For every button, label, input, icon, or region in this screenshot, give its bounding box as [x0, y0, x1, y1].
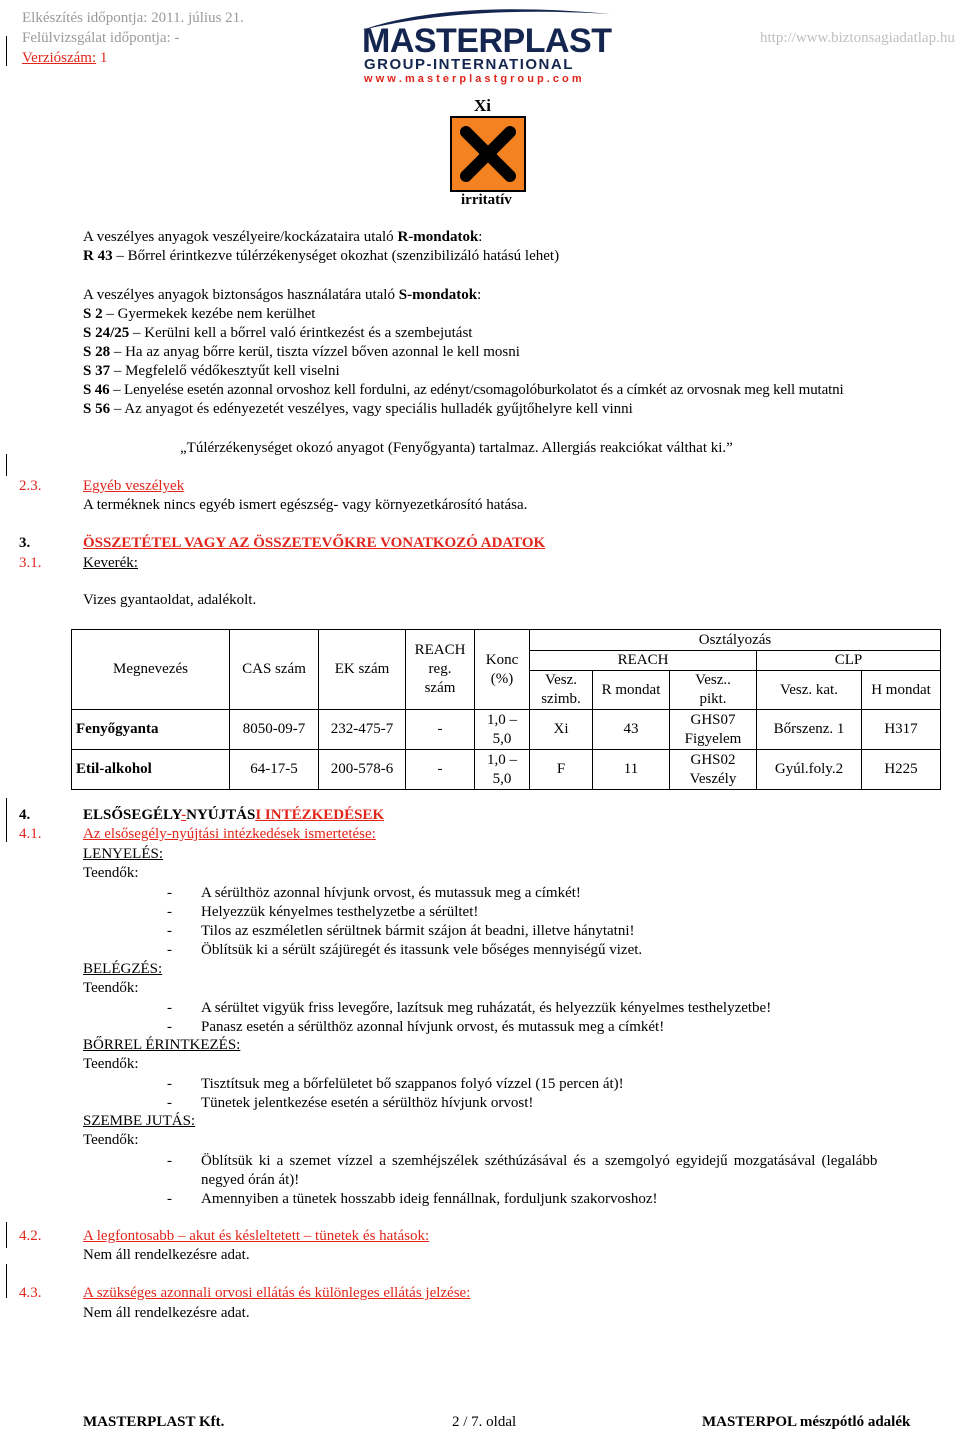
s-phrase-item [83, 363, 340, 380]
change-bar [6, 798, 7, 842]
cell-cas: 8050-09-7 [230, 710, 319, 750]
header-reach-reg [406, 630, 475, 710]
list-item: - A sérülthöz azonnal hívjunk orvost, és mutassuk meg a címkét! [167, 885, 581, 901]
list-item-text: Öblítsük ki a szemet vízzel a szemhéjszélek széthúzásával és a szemgolyó egyidejű mozgatásával (legalább [201, 1153, 878, 1169]
section-4-number: 4. [19, 807, 31, 823]
cell-pictogram [670, 750, 757, 790]
cell-r-phrase: 43 [593, 710, 670, 750]
cell-conc-line: 1,0 – [487, 711, 517, 728]
action-list [167, 1152, 877, 1209]
footer-company: MASTERPLAST Kft. [83, 1414, 225, 1430]
header-concentration [475, 630, 530, 710]
header-conc-line: Konc [485, 651, 519, 668]
version-label: Verziószám: [22, 50, 97, 66]
change-bar [6, 1222, 7, 1248]
cell-hazard-class: Gyúl.foly.2 [757, 750, 862, 790]
header-pict-line: Vesz.. [695, 672, 731, 688]
section-4-title-part: I INTÉZKEDÉSEK [255, 807, 385, 823]
s-phrase-code: S 28 [83, 344, 111, 360]
r-phrase-item [83, 248, 559, 265]
list-item-text: Tilos az eszméletlen sérültnek bármit szájon át beadni, illetve hánytatni! [201, 923, 635, 939]
s-phrase-code: S 46 [83, 382, 110, 398]
table-row [72, 710, 941, 750]
cell-pict-line: Figyelem [684, 730, 742, 747]
section-3-1-number: 3.1. [19, 555, 42, 571]
section-4-3-number: 4.3. [19, 1285, 42, 1301]
cell-symbol: Xi [530, 710, 593, 750]
list-item-text: Öblítsük ki a sérült szájüregét és itassunk vele bőséges mennyiségű vizet. [201, 942, 643, 958]
section-3-title: ÖSSZETÉTEL VAGY AZ ÖSSZETEVŐKRE VONATKOZÓ ADATOK [83, 535, 546, 551]
logo-web-text: w w w . m a s t e r p l a s t g r o u p . c o m [364, 73, 582, 85]
list-item: - A sérültet vigyük friss levegőre, lazítsuk meg ruházatát, és helyezzük kényelmes testhelyzetbe! [167, 1000, 772, 1016]
section-3-number: 3. [19, 535, 31, 551]
action-list [167, 999, 771, 1037]
logo-sub-text: GROUP-INTERNATIONAL [364, 56, 574, 73]
cell-conc-line: 5,0 [492, 730, 512, 747]
s-phrase-text: – Az anyagot és edényezetét veszélyes, vagy speciális hulladék gyűjtőhelyre kell vinni [110, 401, 633, 417]
cell-concentration [475, 750, 530, 790]
s-phrase-code: S 37 [83, 363, 111, 379]
section-4-1-number: 4.1. [19, 826, 42, 842]
revision-date: Felülvizsgálat időpontja: - [22, 30, 180, 46]
list-item [167, 1171, 877, 1190]
section-2-3-title: Egyéb veszélyek [83, 478, 185, 494]
s-phrase-item [83, 325, 472, 342]
r-intro-text: A veszélyes anyagok veszélyeire/kockázataira utaló [83, 229, 398, 245]
cell-hazard-class: Bőrszenz. 1 [757, 710, 862, 750]
s-phrase-item [83, 401, 633, 418]
r-intro-bold: R-mondatok [397, 229, 479, 245]
hazard-caption: irritatív [461, 192, 512, 208]
todo-label: Teendők: [83, 1056, 139, 1072]
action-list [167, 884, 642, 960]
list-item: - Öblítsük ki a szemet vízzel a szemhéjszélek széthúzásával és a szemgolyó egyidejű mozgatásával (legalább [167, 1153, 878, 1169]
header-pictogram [670, 671, 757, 710]
header-r-phrase: R mondat [593, 671, 670, 710]
list-item: - Amennyiben a tünetek hosszabb ideig fennállnak, forduljunk szakorvoshoz! [167, 1191, 658, 1207]
cell-ek: 200-578-6 [319, 750, 406, 790]
cell-h-phrase: H225 [862, 750, 941, 790]
header-conc-line: (%) [490, 670, 514, 687]
list-item-text: Tünetek jelentkezése esetén a sérülthöz hívjunk orvost! [201, 1095, 534, 1111]
list-item-text: Panasz esetén a sérülthöz azonnal hívjunk orvost, és mutassuk meg a címkét! [201, 1019, 665, 1035]
header-clp: CLP [757, 651, 941, 671]
cell-reach-reg: - [406, 750, 475, 790]
list-item-text: Amennyiben a tünetek hosszabb ideig fennállnak, forduljunk szakorvoshoz! [201, 1191, 658, 1207]
s-phrase-text: – Gyermekek kezébe nem kerülhet [102, 306, 316, 322]
cell-reach-reg: - [406, 710, 475, 750]
header-symbol [530, 671, 593, 710]
s-intro-text: A veszélyes anyagok biztonságos használatára utaló [83, 287, 399, 303]
section-4-title-part: - [181, 807, 187, 823]
s-phrase-code: S 2 [83, 306, 103, 322]
section-4-1-title: Az elsősegély-nyújtási intézkedések ismertetése: [83, 826, 376, 842]
section-4-3-text: Nem áll rendelkezésre adat. [83, 1305, 250, 1321]
change-bar [6, 1264, 7, 1298]
group-title: BELÉGZÉS: [83, 961, 163, 977]
todo-label: Teendők: [83, 1132, 139, 1148]
header-reach: REACH [530, 651, 757, 671]
list-item: - Panasz esetén a sérülthöz azonnal hívjunk orvost, és mutassuk meg a címkét! [167, 1019, 665, 1035]
hazard-code: Xi [474, 96, 491, 115]
section-4-2-number: 4.2. [19, 1228, 42, 1244]
header-hazard-class: Vesz. kat. [757, 671, 862, 710]
cell-concentration [475, 710, 530, 750]
group-title: LENYELÉS: [83, 846, 163, 862]
creation-date: Elkészítés időpontja: 2011. július 21. [22, 10, 244, 26]
version-value: 1 [99, 50, 108, 66]
header-symbol-line: Vesz. [544, 672, 578, 688]
list-item: - Tisztítsuk meg a bőrfelületet bő szappanos folyó vízzel (15 percen át)! [167, 1076, 624, 1092]
cell-conc-line: 1,0 – [487, 751, 517, 768]
footer-page-number: 2 / 7. oldal [452, 1414, 517, 1430]
s-phrase-text: – Ha az anyag bőrre kerül, tiszta vízzel bőven azonnal le kell mosni [110, 344, 520, 360]
todo-label: Teendők: [83, 980, 139, 996]
logo-main-text: MASTERPLAST [362, 22, 612, 60]
s-phrase-text: – Lenyelése esetén azonnal orvoshoz kell fordulni, az edényt/csomagolóburkolatot és a címkét az orvosnak meg kell mutatni [109, 382, 844, 398]
list-item-text: Helyezzük kényelmes testhelyzetbe a sérültet! [201, 904, 479, 920]
list-item: - Helyezzük kényelmes testhelyzetbe a sérültet! [167, 904, 479, 920]
section-4-3-title: A szükséges azonnali orvosi ellátás és különleges ellátás jelzése: [83, 1285, 471, 1301]
section-4-2-text: Nem áll rendelkezésre adat. [83, 1247, 250, 1263]
s-intro-bold: S-mondatok [398, 287, 478, 303]
header-h-phrase: H mondat [862, 671, 941, 710]
s-phrase-item [83, 382, 843, 399]
cell-pictogram [670, 710, 757, 750]
header-symbol-line: szimb. [541, 691, 581, 707]
header-name: Megnevezés [72, 630, 230, 710]
cell-r-phrase: 11 [593, 750, 670, 790]
header-reach-reg-line: reg. [428, 661, 452, 677]
change-bar [6, 36, 7, 66]
s-phrase-code: S 24/25 [83, 325, 130, 341]
s-phrase-item [83, 306, 315, 323]
cell-cas: 64-17-5 [230, 750, 319, 790]
header-reach-reg-line: szám [424, 680, 456, 696]
table-row [72, 750, 941, 790]
cell-pict-line: GHS07 [690, 711, 736, 728]
list-item-text: Tisztítsuk meg a bőrfelületet bő szappanos folyó vízzel (15 percen át)! [201, 1076, 624, 1092]
cell-symbol: F [530, 750, 593, 790]
s-phrase-code: S 56 [83, 401, 111, 417]
version-number [22, 50, 107, 67]
cell-name: Fenyőgyanta [72, 710, 230, 750]
s-phrase-text: – Kerülni kell a bőrrel való érintkezést és a szembejutást [129, 325, 473, 341]
cell-h-phrase: H317 [862, 710, 941, 750]
r-intro-end: : [478, 229, 483, 245]
header-classification: Osztályozás [530, 630, 941, 651]
list-item: - Tilos az eszméletlen sérültnek bármit szájon át beadni, illetve hánytatni! [167, 923, 635, 939]
group-title: SZEMBE JUTÁS: [83, 1113, 196, 1129]
s-intro-end: : [477, 287, 482, 303]
mixture-description: Vizes gyantaoldat, adalékolt. [83, 592, 257, 608]
header-cas: CAS szám [230, 630, 319, 710]
cell-pict-line: GHS02 [690, 751, 736, 768]
composition-table [71, 629, 941, 790]
s-phrases-intro [83, 287, 481, 304]
action-list [167, 1075, 624, 1113]
section-3-1-title: Keverék: [83, 555, 138, 571]
list-item-text: negyed órán át)! [201, 1172, 300, 1188]
s-phrase-text: – Megfelelő védőkesztyűt kell viselni [110, 363, 340, 379]
irritant-icon [450, 116, 526, 197]
todo-label: Teendők: [83, 865, 139, 881]
header-ek: EK szám [319, 630, 406, 710]
group-title: BŐRREL ÉRINTKEZÉS: [83, 1037, 241, 1053]
r-phrase-code: R 43 [83, 248, 113, 264]
header-reach-reg-line: REACH [414, 642, 466, 658]
list-item-text: A sérülthöz azonnal hívjunk orvost, és mutassuk meg a címkét! [201, 885, 581, 901]
allergy-note: „Túlérzékenységet okozó anyagot (Fenyőgyanta) tartalmaz. Allergiás reakciókat válthat ki.” [180, 440, 733, 456]
r-phrases-intro [83, 229, 482, 246]
cell-pict-line: Veszély [689, 770, 737, 787]
section-2-3-number: 2.3. [19, 478, 42, 494]
cell-ek: 232-475-7 [319, 710, 406, 750]
s-phrase-item [83, 344, 520, 361]
website-url[interactable]: http://www.biztonsagiadatlap.hu [760, 30, 955, 46]
change-bar [6, 454, 7, 476]
list-item-text: A sérültet vigyük friss levegőre, lazítsuk meg ruházatát, és helyezzük kényelmes testhelyzetbe! [201, 1000, 772, 1016]
section-2-3-text: A terméknek nincs egyéb ismert egészség- vagy környezetkárosító hatása. [83, 497, 528, 513]
section-4-2-title: A legfontosabb – akut és késleltetett – tünetek és hatások: [83, 1228, 430, 1244]
section-4-title [83, 807, 384, 824]
company-logo [360, 4, 614, 88]
section-4-title-part: NYÚJTÁS [186, 807, 256, 823]
list-item: - Tünetek jelentkezése esetén a sérülthöz hívjunk orvost! [167, 1095, 534, 1111]
section-4-title-part: ELSŐSEGÉLY [83, 807, 182, 823]
cell-name: Etil-alkohol [72, 750, 230, 790]
list-item: - Öblítsük ki a sérült szájüregét és itassunk vele bőséges mennyiségű vizet. [167, 942, 643, 958]
header-pict-line: pikt. [699, 691, 727, 707]
cell-conc-line: 5,0 [492, 770, 512, 787]
footer-product: MASTERPOL mészpótló adalék [702, 1414, 911, 1430]
r-phrase-text: – Bőrrel érintkezve túlérzékenységet okozhat (szenzibilizáló hatású lehet) [112, 248, 560, 264]
